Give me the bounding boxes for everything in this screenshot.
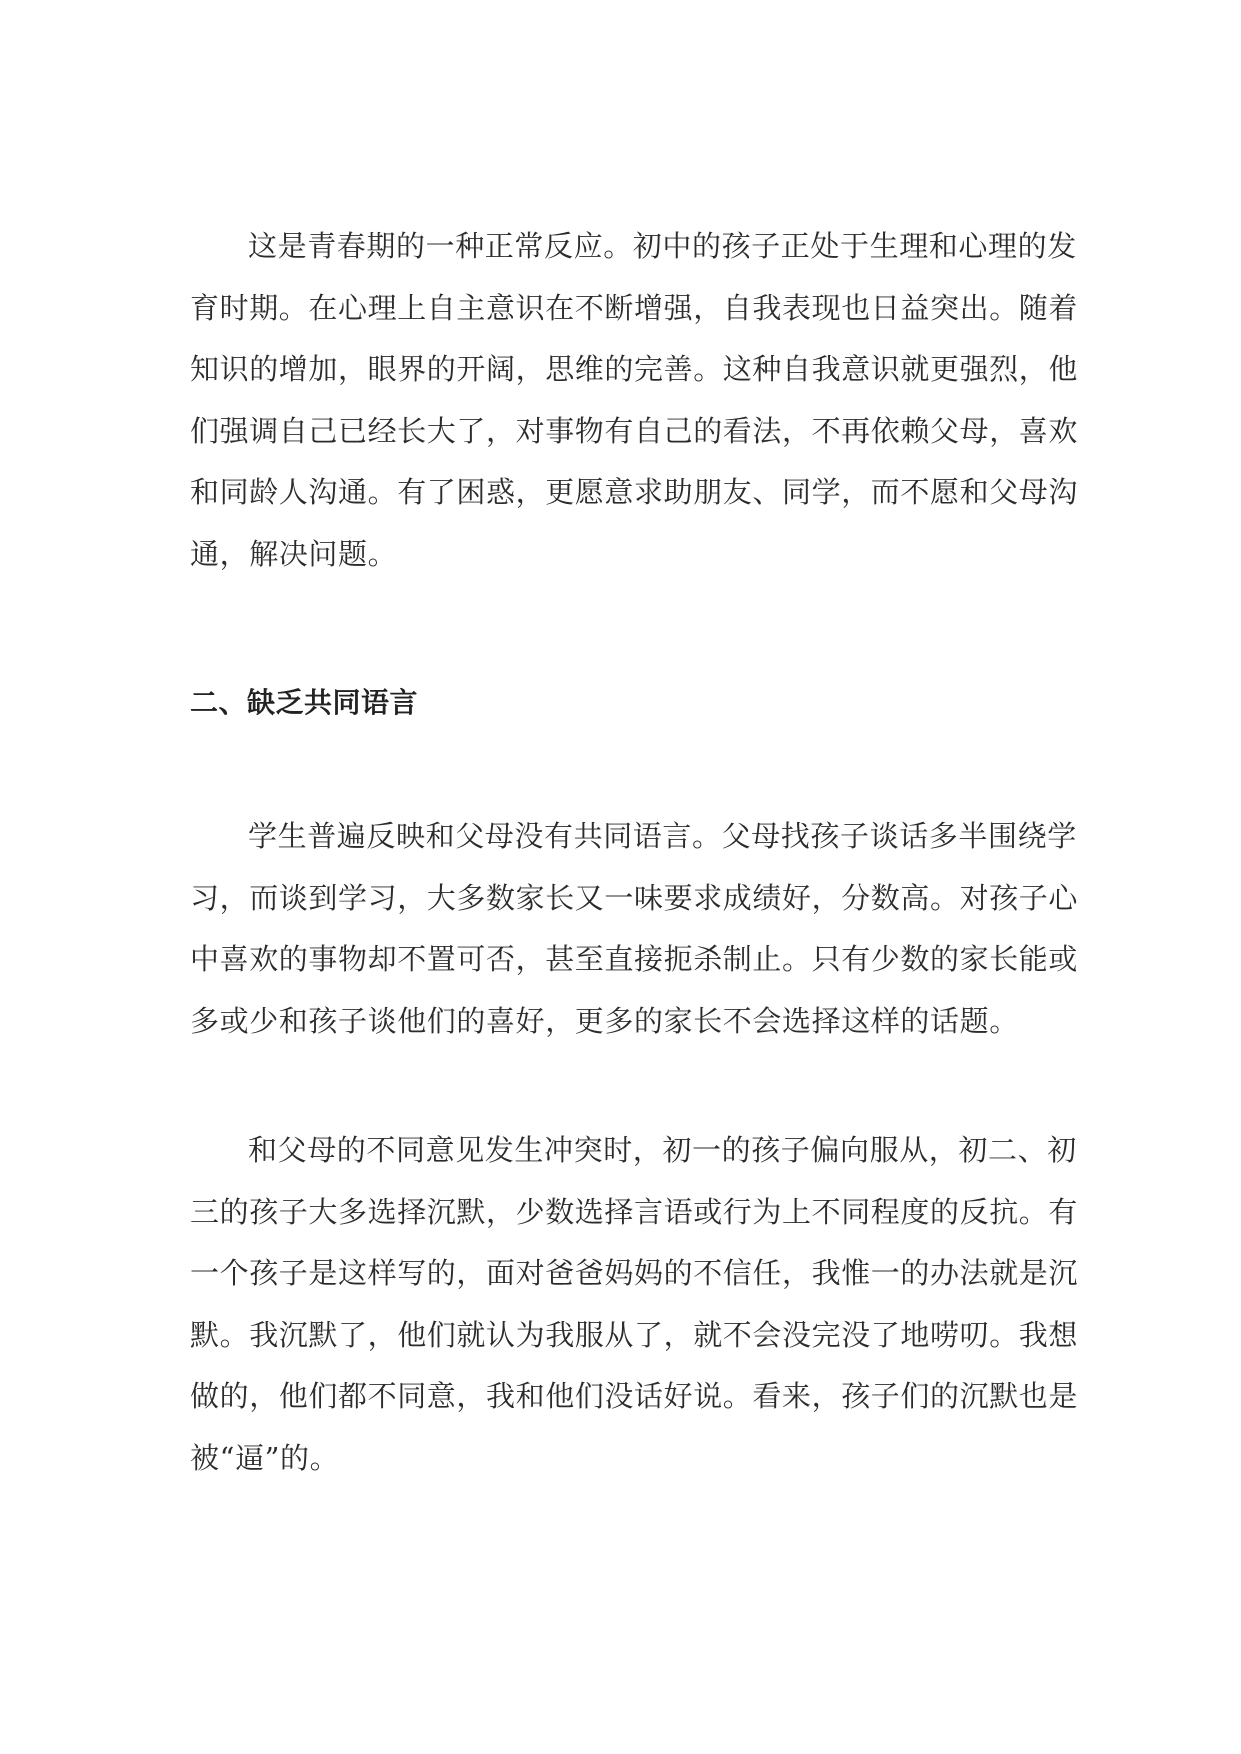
paragraph-line: 育时期。在心理上自主意识在不断增强，自我表现也日益突出。随着 <box>190 290 1079 325</box>
paragraph-line: 一个孩子是这样写的，面对爸爸妈妈的不信任，我惟一的办法就是沉 <box>190 1256 1079 1290</box>
paragraph-line: 学生普遍反映和父母没有共同语言。父母找孩子谈话多半围绕学 <box>248 819 1077 853</box>
section-heading <box>190 674 1070 732</box>
paragraph-line: 知识的增加，眼界的开阔，思维的完善。这种自我意识就更强烈，他 <box>190 352 1079 386</box>
paragraph-line: 做的，他们都不同意，我和他们没话好说。看来，孩子们的沉默也是 <box>190 1379 1079 1413</box>
paragraph-line: 三的孩子大多选择沉默，少数选择言语或行为上不同程度的反抗。有 <box>190 1194 1079 1229</box>
paragraph-line: 和同龄人沟通。有了困惑，更愿意求助朋友、同学，而不愿和父母沟 <box>190 475 1079 509</box>
paragraph-line: 这是青春期的一种正常反应。初中的孩子正处于生理和心理的发 <box>248 229 1077 263</box>
paragraph-line: 通，解决问题。 <box>190 536 398 571</box>
paragraph-line: 多或少和孩子谈他们的喜好，更多的家长不会选择这样的话题。 <box>190 1003 1019 1038</box>
paragraph-line: 和父母的不同意见发生冲突时，初一的孩子偏向服从，初二、初 <box>248 1133 1077 1167</box>
paragraph-line: 习，而谈到学习，大多数家长又一味要求成绩好，分数高。对孩子心 <box>190 880 1079 915</box>
paragraph-line: 们强调自己已经长大了，对事物有自己的看法，不再依赖父母，喜欢 <box>190 413 1079 448</box>
paragraph-line: 默。我沉默了，他们就认为我服从了，就不会没完没了地唠叨。我想 <box>190 1317 1079 1352</box>
paragraph <box>190 1120 1079 1489</box>
section-heading-text: 二、缺乏共同语言 <box>190 686 419 719</box>
paragraph-line: 中喜欢的事物却不置可否，甚至直接扼杀制止。只有少数的家长能或 <box>190 942 1079 976</box>
paragraph-line: 被“逼”的。 <box>190 1440 340 1475</box>
paragraph <box>190 806 1079 1052</box>
paragraph <box>190 216 1079 585</box>
